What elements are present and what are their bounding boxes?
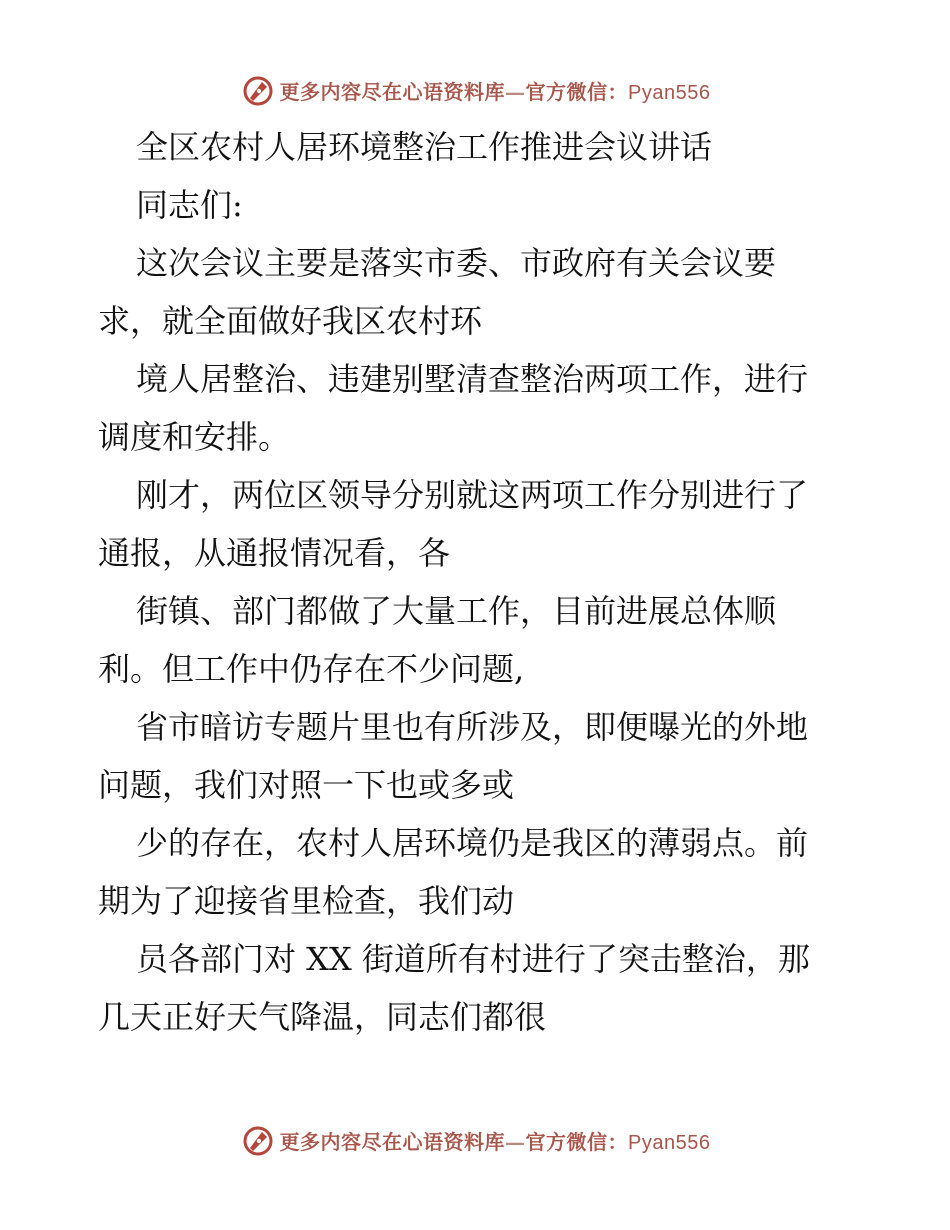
footer-watermark: [0, 1120, 950, 1160]
watermark-wechat-id: Pyan556: [628, 81, 711, 104]
watermark-text: [280, 1126, 711, 1155]
paragraph-line: 少的存在，农村人居环境仍是我区的薄弱点。前: [136, 824, 809, 862]
watermark-text: [280, 76, 711, 105]
paragraph-line: 街镇、部门都做了大量工作，目前进展总体顺: [136, 592, 777, 630]
paragraph-line: 问题，我们对照一下也或多或: [98, 766, 515, 804]
paragraph-line: 求，就全面做好我区农村环: [98, 302, 483, 340]
watermark-main: 更多内容尽在心语资料库: [279, 1129, 506, 1154]
watermark-wechat-label: 官方微信：: [525, 1129, 629, 1154]
paragraph-line: 几天正好天气降温，同志们都很: [98, 998, 547, 1036]
paragraph-line: 期为了迎接省里检查，我们动: [98, 882, 515, 920]
paragraph-line: 员各部门对 XX 街道所有村进行了突击整治，那: [136, 940, 810, 978]
paragraph-line: 这次会议主要是落实市委、市政府有关会议要: [136, 244, 777, 282]
paragraph-line: 境人居整治、违建别墅清查整治两项工作，进行: [136, 360, 809, 398]
salutation: 同志们:: [136, 186, 243, 224]
document-title: 全区农村人居环境整治工作推进会议讲话: [136, 128, 713, 166]
watermark-separator: —: [505, 1129, 526, 1154]
pen-nib-logo-icon: [240, 72, 276, 108]
paragraph-line: 刚才，两位区领导分别就这两项工作分别进行了: [136, 476, 809, 514]
paragraph-line: 调度和安排。: [98, 418, 291, 456]
watermark-wechat-id: Pyan556: [628, 1131, 711, 1154]
paragraph-line: 利。但工作中仍存在不少问题,: [98, 650, 525, 688]
watermark-separator: —: [505, 79, 526, 104]
header-watermark: [0, 70, 950, 110]
watermark-main: 更多内容尽在心语资料库: [279, 79, 506, 104]
document-body: [98, 118, 858, 1046]
pen-nib-logo-icon: [240, 1122, 276, 1158]
paragraph-line: 通报，从通报情况看，各: [98, 534, 451, 572]
watermark-wechat-label: 官方微信：: [525, 79, 629, 104]
paragraph-line: 省市暗访专题片里也有所涉及，即便曝光的外地: [136, 708, 809, 746]
